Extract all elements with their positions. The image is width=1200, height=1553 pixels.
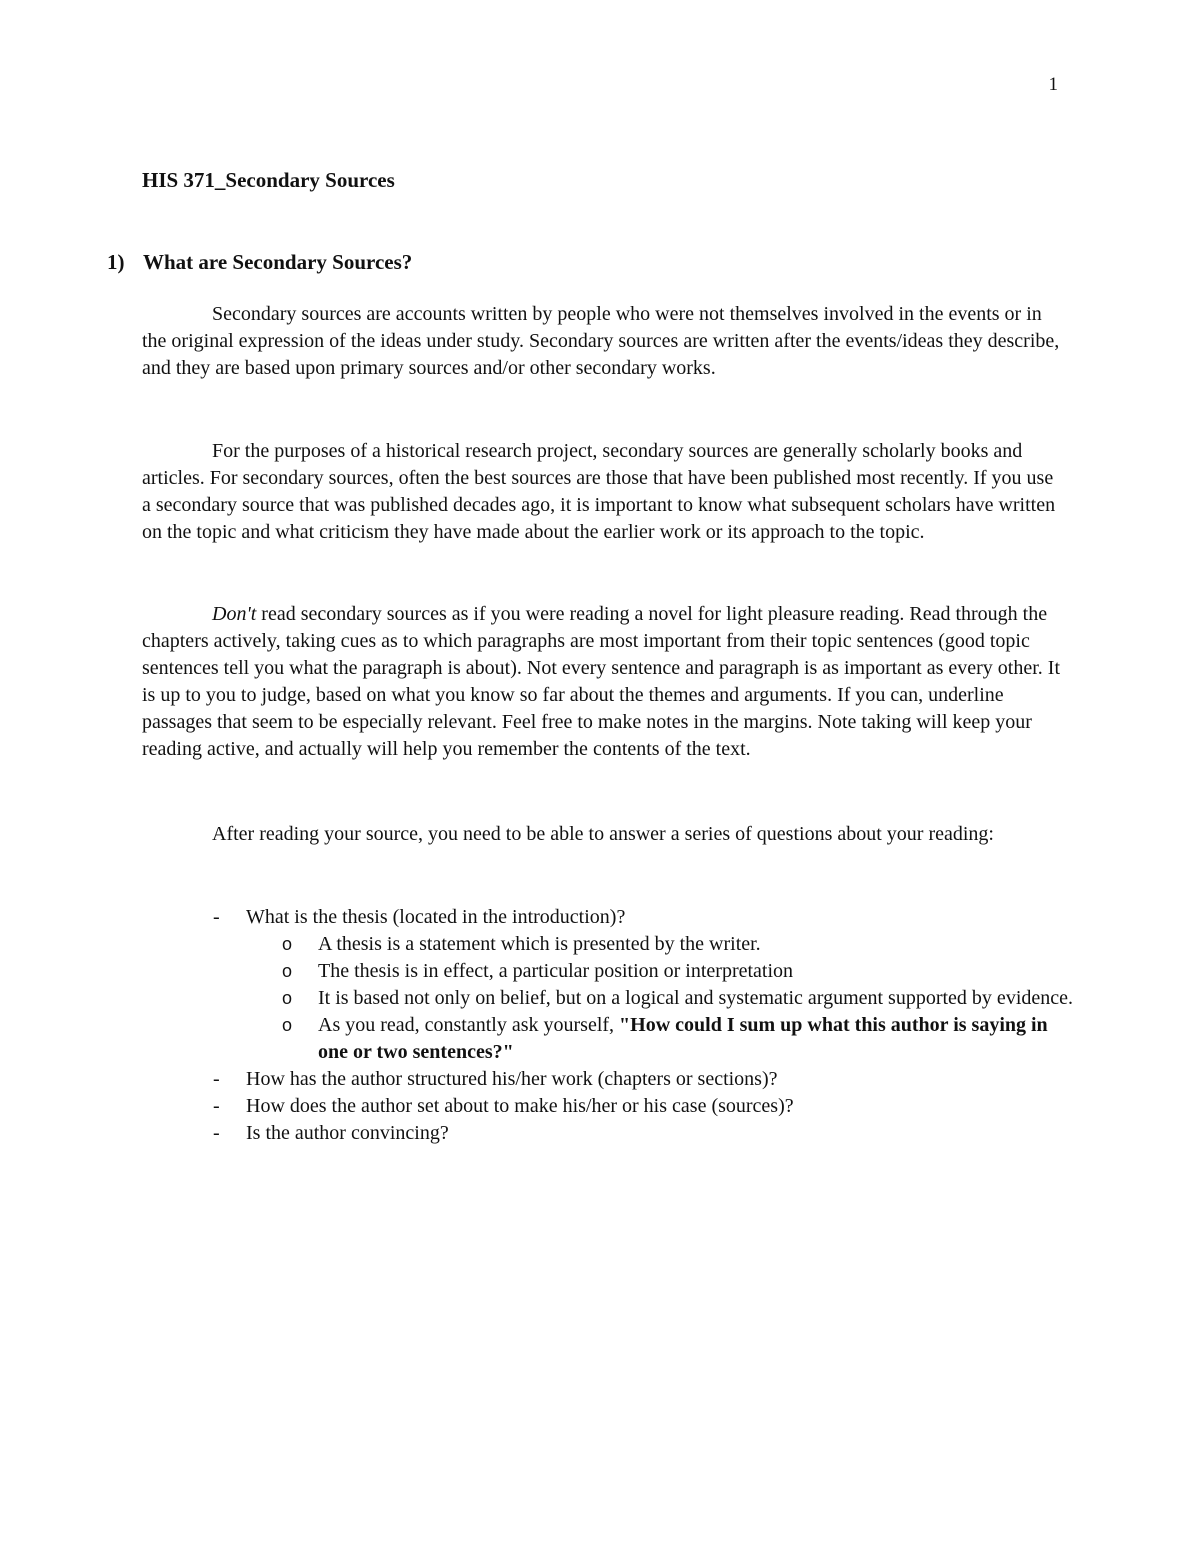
list-item: [142, 1120, 1082, 1147]
paragraph-reading-advice: [142, 601, 1062, 763]
list-item: [142, 958, 1082, 985]
paragraph-questions-intro: After reading your source, you need to be able to answer a series of questions about your reading:: [212, 823, 994, 845]
dash-marker: -: [213, 906, 220, 928]
list-item: [142, 1066, 1082, 1093]
list-item: [142, 1012, 1082, 1066]
circle-marker: o: [282, 934, 293, 954]
section-heading-text: What are Secondary Sources?: [143, 250, 413, 274]
question-thesis: What is the thesis (located in the introduction)?: [246, 906, 626, 928]
thesis-point-argument: It is based not only on belief, but on a logical and systematic argument supported by evidence.: [318, 987, 1073, 1009]
dash-marker: -: [213, 1068, 220, 1090]
question-structure: How has the author structured his/her work (chapters or sections)?: [246, 1068, 778, 1090]
thesis-point-statement: A thesis is a statement which is presented by the writer.: [318, 933, 761, 955]
paragraph-definition: Secondary sources are accounts written by people who were not themselves involved in the events or in the original expression of the ideas under study. Secondary sources are written after the events/ideas they describe, and they are based upon primary sources and/or other secondary works.: [142, 303, 1060, 379]
page-number: 1: [1048, 74, 1058, 95]
document-title: HIS 371_Secondary Sources: [142, 168, 395, 192]
question-convincing: Is the author convincing?: [246, 1122, 449, 1144]
paragraph-reading-advice-text: read secondary sources as if you were reading a novel for light pleasure reading. Read through the chapters actively, taking cues as to which paragraphs are most important from their topic sentences (good topic sentences tell you what the paragraph is about). Not every sentence and paragraph is as important as every other. It is up to you to judge, based on what you know so far about the themes and arguments. If you can, underline passages that seem to be especially relevant. Feel free to make notes in the margins. Note taking will keep your reading active, and actually will help you remember the contents of the text.: [142, 603, 1061, 760]
section-heading: [107, 250, 412, 275]
italic-dont: Don't: [212, 603, 257, 625]
list-item: [142, 985, 1082, 1012]
section-number: 1): [107, 250, 125, 274]
thesis-point-ask-bold: "How could I sum up what this author is saying in one or two sentences?": [318, 1014, 1048, 1063]
circle-marker: o: [282, 1015, 293, 1035]
questions-list: [142, 904, 1082, 1147]
list-item: [142, 904, 1082, 1066]
dash-marker: -: [213, 1122, 220, 1144]
thesis-point-position: The thesis is in effect, a particular position or interpretation: [318, 960, 794, 982]
dash-marker: -: [213, 1095, 220, 1117]
circle-marker: o: [282, 988, 293, 1008]
thesis-sub-list: [246, 931, 1082, 1066]
circle-marker: o: [282, 961, 293, 981]
question-case: How does the author set about to make his/her or his case (sources)?: [246, 1095, 794, 1117]
thesis-point-ask-prefix: As you read, constantly ask yourself,: [318, 1014, 620, 1036]
paragraph-research-purpose: For the purposes of a historical research project, secondary sources are generally scholarly books and articles. For secondary sources, often the best sources are those that have been published most recently. If you use a secondary source that was published decades ago, it is important to know what subsequent scholars have written on the topic and what criticism they have made about the earlier work or its approach to the topic.: [142, 440, 1056, 543]
list-item: [142, 931, 1082, 958]
list-item: [142, 1093, 1082, 1120]
